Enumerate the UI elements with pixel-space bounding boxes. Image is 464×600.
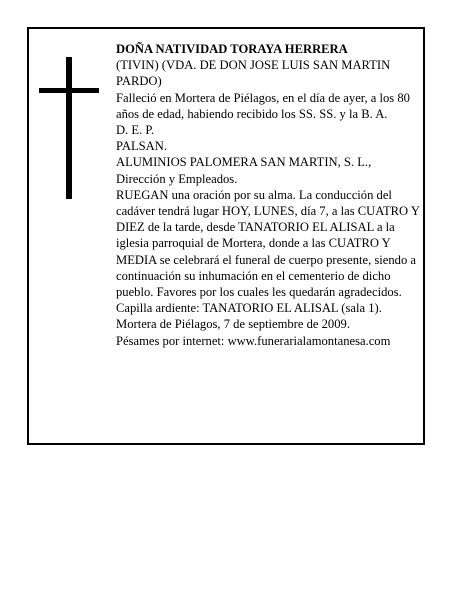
mourner-company-2: ALUMINIOS PALOMERA SAN MARTIN, S. L., Dirección y Empleados.: [116, 155, 372, 186]
deceased-name: DOÑA NATIVIDAD TORAYA HERRERA: [116, 42, 348, 56]
mourner-company-1: PALSAN.: [116, 139, 167, 154]
cross-horizontal-bar: [39, 88, 99, 93]
cross-icon: [39, 57, 99, 199]
deceased-subtitle: (TIVIN) (VDA. DE DON JOSE LUIS SAN MARTIN PARDO): [116, 58, 391, 89]
funeral-details: RUEGAN una oración por su alma. La conducción del cadáver tendrá lugar HOY, LUNES, día 7, a las CUATRO Y DIEZ de la tarde, desde TANATORIO EL ALISAL a la iglesia parroquial de Mortera, donde a las CUATRO Y MEDIA se celebrará el funeral de cuerpo presente, siendo a continuación su inhumación en el cementerio de dicho pueblo. Favores por los cuales les quedarán agradecidos. Capilla ardiente: TANATORIO EL ALISAL (sala 1).: [116, 187, 420, 316]
condolences-link: Pésames por internet: www.funerarialamontanesa.com: [116, 333, 391, 348]
notice-text: [116, 41, 422, 349]
death-announcement: Falleció en Mortera de Piélagos, en el día de ayer, a los 80 años de edad, habiendo recibido los SS. SS. y la B. A.: [116, 90, 410, 121]
cross-vertical-bar: [66, 57, 72, 199]
rip-line: D. E. P.: [116, 123, 155, 138]
place-date: Mortera de Piélagos, 7 de septiembre de 2009.: [116, 317, 350, 332]
obituary-notice: [27, 27, 425, 445]
